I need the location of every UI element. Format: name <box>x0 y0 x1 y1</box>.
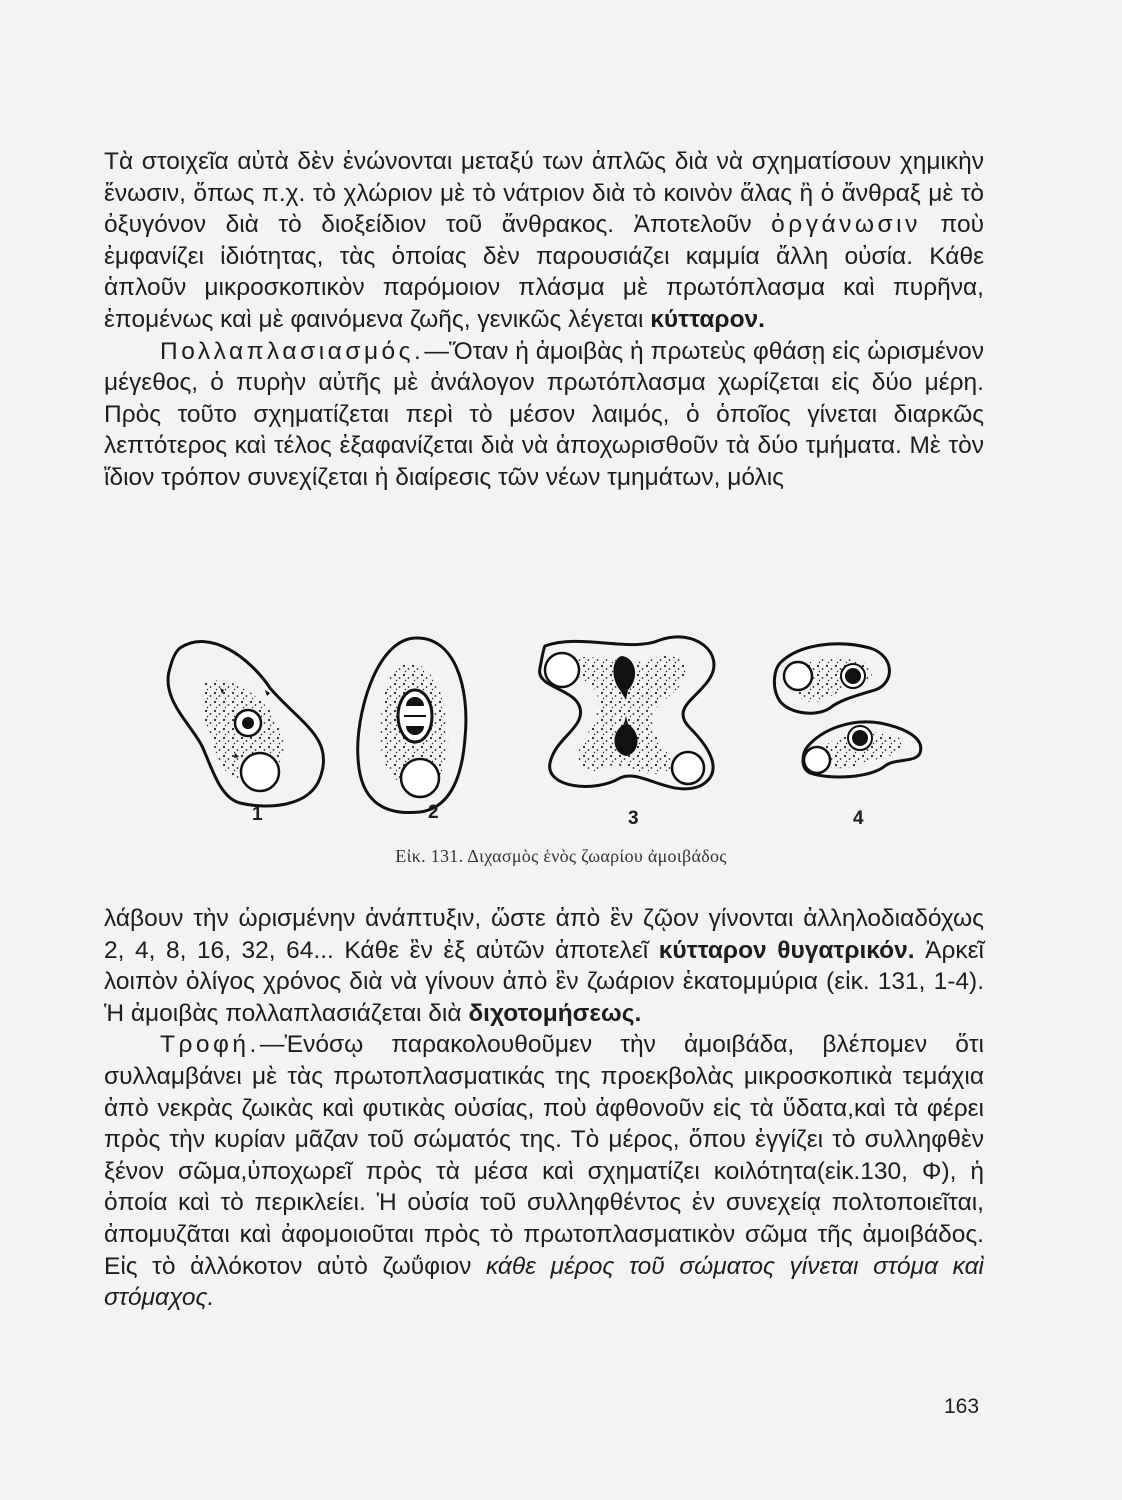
figure-label-1: 1 <box>252 804 263 825</box>
section-heading-reproduction: Πολλαπλασιασμός. <box>160 337 425 365</box>
paragraph4-text: —Ἐνόσῳ παρακολουθοῦμεν τὴν ἀμοιβάδα, βλέπομεν ὅτι συλλαμβάνει μὲ τὰς πρωτοπλασματικάς της προεκβολὰς μικροσκοπικὰ τεμάχια ἀπὸ νεκρὰς ζωικὰς καὶ φυτικὰς οὐσίας, ποὺ ἀφθονοῦν εἰς τὰ ὕδατα,καὶ τὰ φέρει πρὸς τὴν κυρίαν μᾶζαν τοῦ σώματός της. Τὸ μέρος, ὅπου ἐγγίζει τὸ συλληφθὲν ξένον σῶμα,ὑποχωρεῖ πρὸς τὰ μέσα καὶ σχηματίζει κοιλότητα(εἰκ.130, Φ), ἡ ὁποία καὶ τὸ περικλείει. Ἡ οὐσία τοῦ συλληφθέντος ἐν συνεχείᾳ πολτοποιεῖται, ἀπομυζᾶται καὶ ἀφομοιοῦται πρὸς τὸ πρωτοπλασματικὸν σῶμα τῆς ἀμοιβάδος. Εἰς τὸ ἀλλόκοτον αὐτὸ ζωΰφιον <box>104 1031 984 1280</box>
figure-label-4: 4 <box>853 808 864 829</box>
amoeba-stage-4 <box>774 644 920 777</box>
lower-text-block <box>104 903 984 1314</box>
paragraph3-text-end: Ἀρκεῖ λοιπὸν ὀλίγος χρόνος διὰ νὰ γίνουν ἀπὸ ἓν ζωάριον ἑκατομμύρια (εἰκ. 131, 1-4). Ἡ ἀμοιβὰς πολλαπλασιάζεται διὰ <box>104 936 985 1027</box>
upper-text-block <box>104 146 984 494</box>
paragraph-organization <box>104 146 984 336</box>
paragraph1-emphasis: ὀργάνωσιν <box>771 211 921 239</box>
section-heading-nutrition: Τροφή. <box>160 1031 260 1059</box>
term-binary-fission: διχοτομήσεως. <box>468 999 642 1027</box>
figure-label-2: 2 <box>428 802 439 823</box>
amoeba-stage-2 <box>358 638 466 813</box>
paragraph-nutrition <box>104 1029 984 1313</box>
paragraph3-text-start: λάβουν τὴν ὡρισμένην ἀνάπτυξιν, ὥστε ἀπὸ ἓν ζῷον γίνονται ἀλληλοδιαδόχως 2, 4, 8, 16, 32, 64... Κάθε ἓν ἐξ αὐτῶν ἀποτελεῖ <box>104 905 984 964</box>
paragraph1-text-end: ποὺ ἐμφανίζει ἰδιότητας, τὰς ὁποίας δὲν παρουσιάζει καμμία ἄλλη οὐσία. Κάθε ἁπλοῦν μικροσκοπικὸν παρόμοιον πλάσμα μὲ πρωτόπλασμα καὶ πυρῆνα, ἑπομένως καὶ μὲ φαινόμενα ζωῆς, γενικῶς λέγεται <box>104 211 984 333</box>
paragraph-continuation <box>104 903 984 1029</box>
amoeba-stage-1 <box>168 642 324 806</box>
term-cell: κύτταρον. <box>650 305 765 333</box>
term-daughter-cell: κύτταρον θυγατρικόν. <box>658 936 915 964</box>
paragraph4-italic-conclusion: κάθε μέρος τοῦ σώματος γίνεται στόμα καὶ στόμαχος. <box>104 1252 984 1312</box>
figure-label-3: 3 <box>628 808 639 829</box>
page-number: 163 <box>944 1395 980 1418</box>
paragraph-reproduction <box>104 336 984 494</box>
amoeba-stage-3 <box>540 637 714 789</box>
paragraph1-text-start: Τὰ στοιχεῖα αὐτὰ δὲν ἑνώνονται μεταξύ των ἁπλῶς διὰ νὰ σχηματίσουν χημικὴν ἕνωσιν, ὅπως π.χ. τὸ χλώριον μὲ τὸ νάτριον διὰ τὸ κοινὸν ἅλας ἢ ὁ ἄνθραξ μὲ τὸ ὀξυγόνον διὰ τὸ διοξείδιον τοῦ ἄνθρακος. Ἀποτελοῦν <box>104 148 984 239</box>
paragraph2-text: —Ὅταν ἡ ἀμοιβὰς ἡ πρωτεὺς φθάσῃ εἰς ὡρισμένον μέγεθος, ὁ πυρὴν αὐτῆς μὲ ἀνάλογον πρωτόπλασμα χωρίζεται εἰς δύο μέρη. Πρὸς τοῦτο σχηματίζεται περὶ τὸ μέσον λαιμός, ὁ ὁποῖος γίνεται διαρκῶς λεπτότερος καὶ τέλος ἐξαφανίζεται διὰ νὰ ἀποχωρισθοῦν τὰ δύο τμήματα. Μὲ τὸν ἴδιον τρόπον συνεχίζεται ἡ διαίρεσις τῶν νέων τμημάτων, μόλις <box>104 337 984 491</box>
amoeba-division-figure <box>150 628 930 868</box>
figure-caption: Εἰκ. 131. Διχασμὸς ἑνὸς ζωαρίου ἀμοιβάδος <box>395 846 727 866</box>
